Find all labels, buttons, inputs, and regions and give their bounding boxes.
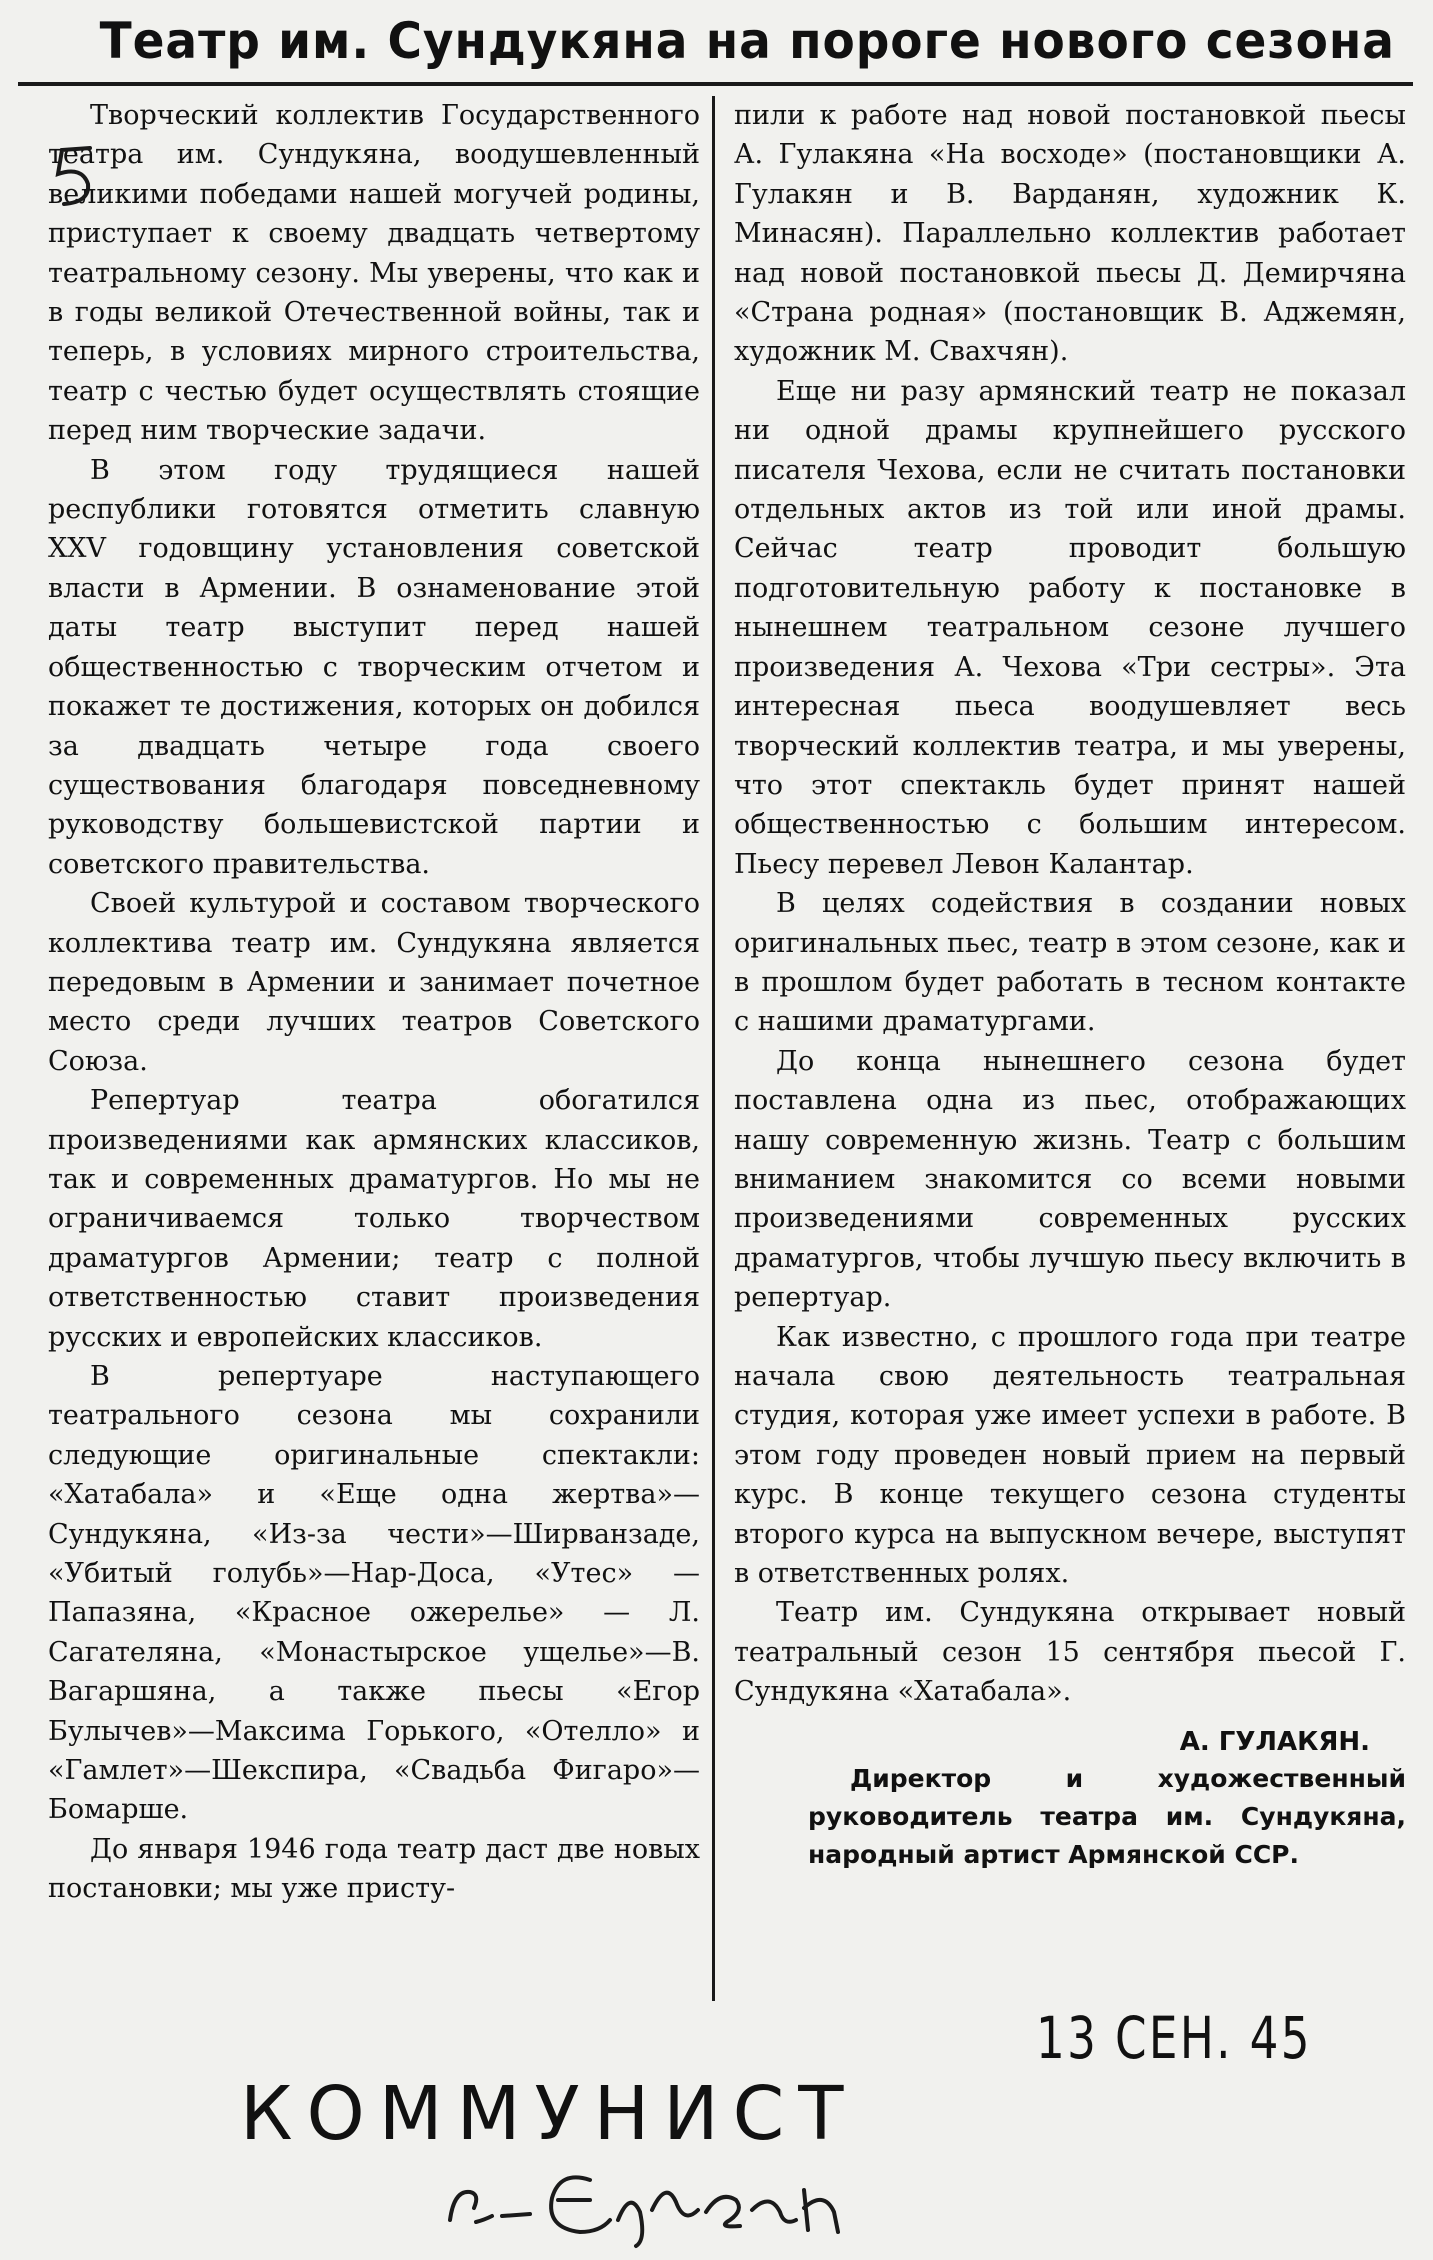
newspaper-stamp: КОММУНИСТ <box>240 2071 858 2157</box>
headline-rule <box>18 82 1413 86</box>
paragraph: Театр им. Сундукяна открывает новый театральный сезон 15 сентября пьесой Г. Сундукяна «Хатабала». <box>734 1597 1406 1708</box>
left-column <box>48 96 700 1909</box>
author-role: Директор и художественный руководитель театра им. Сундукяна, народный артист Армянской ССР. <box>808 1763 1406 1869</box>
handwritten-page-mark <box>42 140 106 210</box>
handwritten-city-note <box>440 2150 900 2250</box>
article-headline: Театр им. Сундукяна на пороге нового сезона <box>99 12 1395 70</box>
column-divider <box>712 96 715 2001</box>
paragraph: В репертуаре наступающего театрального сезона мы сохранили следующие оригинальные спектакли: «Хатабала» и «Еще одна жертва»—Сундукяна, «Из-за чести»—Ширванзаде, «Убитый голубь»—Нар-Доса, «Утес» — Папазяна, «Красное ожерелье» — Л. Сагателяна, «Монастырское ущелье»—В. Вагаршяна, а также пьесы «Егор Булычев»—Максима Горького, «Отелло» и «Гамлет»—Шекспира, «Свадьба Фигаро»—Бомарше. <box>48 1361 700 1826</box>
paragraph: Своей культурой и составом творческого коллектива театр им. Сундукяна является передовым в Армении и занимает почетное место среди лучших театров Советского Союза. <box>48 888 700 1077</box>
paragraph: Как известно, с прошлого года при театре начала свою деятельность театральная студия, которая уже имеет успехи в работе. В этом году проведен новый прием на первый курс. В конце текущего сезона студенты второго курса на выпускном вечере, выступят в ответственных ролях. <box>734 1321 1406 1590</box>
author-signature: А. ГУЛАКЯН. <box>1179 1726 1370 1757</box>
paragraph: До января 1946 года театр даст две новых постановки; мы уже присту- <box>48 1833 700 1905</box>
paragraph: В этом году трудящиеся нашей республики готовятся отметить славную XXV годовщину установления советской власти в Армении. В ознаменование этой даты театр выступит перед нашей общественностью с творческим отчетом и покажет те достижения, которых он добился за двадцать четыре года своего существования благодаря повседневному руководству большевистской партии и советского правительства. <box>48 454 700 880</box>
paragraph: До конца нынешнего сезона будет поставлена одна из пьес, отображающих нашу современную жизнь. Театр с большим вниманием знакомится со всеми новыми произведениями современных русских драматургов, чтобы лучшую пьесу включить в репертуар. <box>734 1045 1406 1314</box>
paragraph: Творческий коллектив Государственного театра им. Сундукяна, воодушевленный великими победами нашей могучей родины, приступает к своему двадцать четвертому театральному сезону. Мы уверены, что как и в годы великой Отечественной войны, так и теперь, в условиях мирного строительства, театр с честью будет осуществлять стоящие перед ним творческие задачи. <box>48 100 700 447</box>
paragraph: В целях содействия в создании новых оригинальных пьес, театр в этом сезоне, как и в прошлом будет работать в тесном контакте с нашими драматургами. <box>734 888 1406 1038</box>
right-column <box>734 96 1406 1874</box>
paragraph: Еще ни разу армянский театр не показал ни одной драмы крупнейшего русского писателя Чехова, если не считать постановки отдельных актов из той или иной драмы. Сейчас театр проводит большую подготовительную работу к постановке в нынешнем театральном сезоне лучшего произведения А. Чехова «Три сестры». Эта интересная пьеса воодушевляет весь творческий коллектив театра, и мы уверены, что этот спектакль будет принят нашей общественностью с большим интересом. Пьесу перевел Левон Калантар. <box>734 375 1406 880</box>
paragraph: пили к работе над новой постановкой пьесы А. Гулакяна «На восходе» (постановщики А. Гулакян и В. Варданян, художник К. Минасян). Параллельно коллектив работает над новой постановкой пьесы Д. Демирчяна «Страна родная» (постановщик В. Аджемян, художник М. Свахчян). <box>734 100 1406 368</box>
paragraph: Репертуар театра обогатился произведениями как армянских классиков, так и современных драматургов. Но мы не ограничиваемся только творчеством драматургов Армении; театр с полной ответственностью ставит произведения русских и европейских классиков. <box>48 1085 700 1353</box>
date-stamp: 13 СЕН. 45 <box>1036 2004 1312 2072</box>
